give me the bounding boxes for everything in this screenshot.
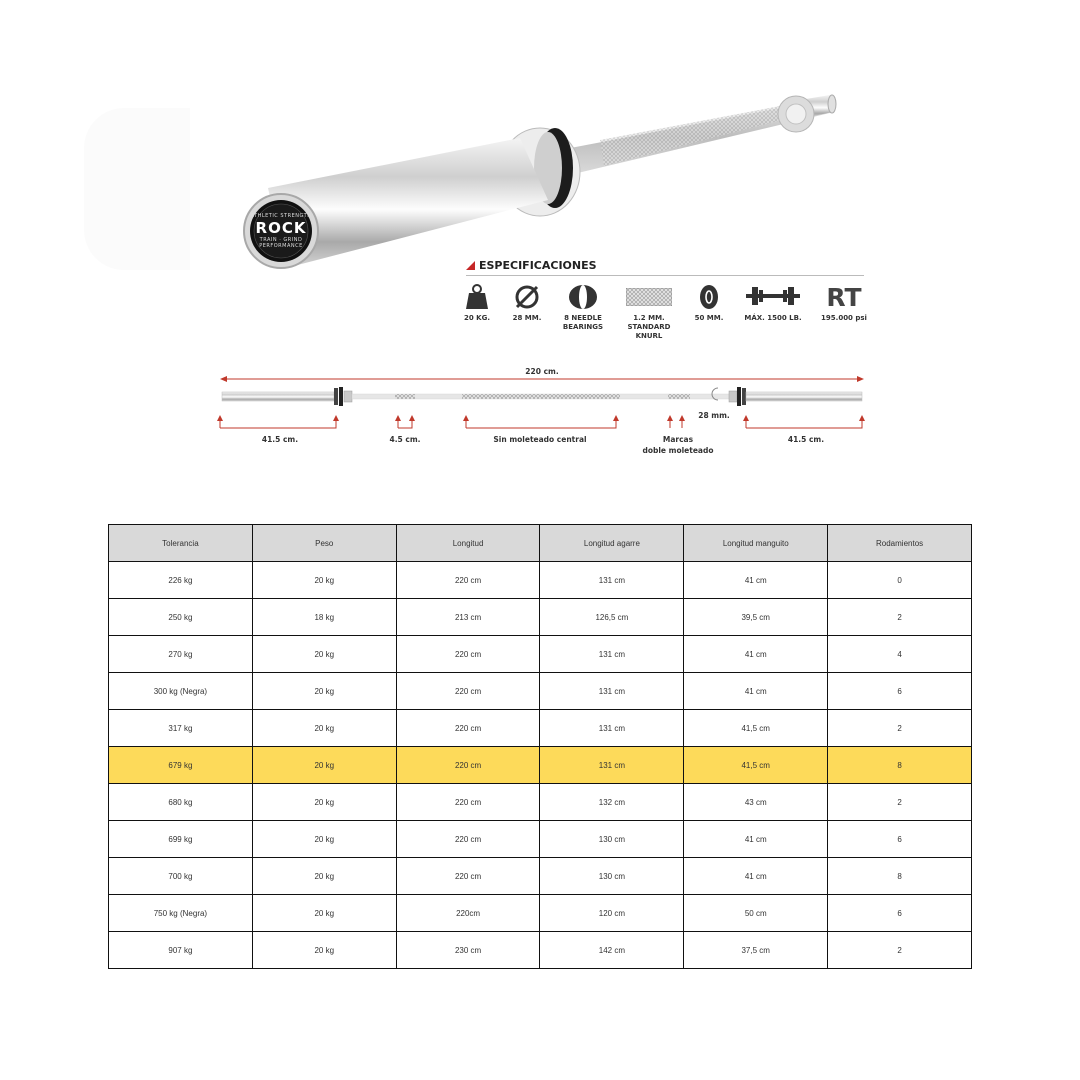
cell-weight: 20 kg (252, 895, 396, 932)
cell-bearings: 4 (828, 636, 972, 673)
cell-sleeve-length: 41,5 cm (684, 710, 828, 747)
cell-bearings: 8 (828, 858, 972, 895)
cell-length: 213 cm (396, 599, 540, 636)
diameter-label: 28 mm. (698, 411, 730, 420)
specs-title-text: ESPECIFICACIONES (479, 259, 597, 272)
spec-max-load (738, 282, 808, 323)
cell-length: 220 cm (396, 747, 540, 784)
cell-tolerance: 700 kg (109, 858, 253, 895)
cell-bearings: 0 (828, 562, 972, 599)
table-row (109, 599, 972, 636)
cell-weight: 20 kg (252, 784, 396, 821)
collar-gap-label: 4.5 cm. (389, 435, 421, 444)
cell-length: 220 cm (396, 636, 540, 673)
cell-length: 220 cm (396, 784, 540, 821)
cell-grip-length: 131 cm (540, 747, 684, 784)
cell-weight: 20 kg (252, 932, 396, 969)
bearing-icon (548, 282, 618, 312)
cell-weight: 18 kg (252, 599, 396, 636)
table-row (109, 710, 972, 747)
header-weight: Peso (252, 525, 396, 562)
brand-tagline-bottom: PERFORMANCE (259, 243, 303, 249)
specs-divider (466, 275, 864, 276)
cell-grip-length: 131 cm (540, 636, 684, 673)
brand-logo (250, 200, 312, 262)
cell-grip-length: 130 cm (540, 858, 684, 895)
header-length: Longitud (396, 525, 540, 562)
table-row (109, 747, 972, 784)
cell-sleeve-length: 50 cm (684, 895, 828, 932)
table-header-row (109, 525, 972, 562)
cell-sleeve-length: 41 cm (684, 636, 828, 673)
spec-label: 28 MM. (512, 314, 542, 322)
cell-weight: 20 kg (252, 858, 396, 895)
barbell-image (244, 95, 836, 268)
header-grip-length: Longitud agarre (540, 525, 684, 562)
spec-tensile (809, 282, 879, 323)
table-row (109, 821, 972, 858)
cell-bearings: 2 (828, 932, 972, 969)
cell-bearings: 6 (828, 895, 972, 932)
cell-tolerance: 679 kg (109, 747, 253, 784)
cell-weight: 20 kg (252, 710, 396, 747)
table-row (109, 932, 972, 969)
product-illustration (0, 0, 1080, 470)
cell-sleeve-length: 41,5 cm (684, 747, 828, 784)
cell-bearings: 6 (828, 821, 972, 858)
cell-bearings: 2 (828, 710, 972, 747)
spec-sleeve (674, 282, 744, 323)
spec-label: 1.2 MM. STANDARD KNURL (627, 314, 671, 340)
table-row (109, 895, 972, 932)
cell-length: 230 cm (396, 932, 540, 969)
spec-label: 20 KG. (463, 314, 490, 322)
cell-bearings: 2 (828, 784, 972, 821)
cell-grip-length: 131 cm (540, 562, 684, 599)
cell-grip-length: 126,5 cm (540, 599, 684, 636)
cell-tolerance: 250 kg (109, 599, 253, 636)
cell-bearings: 2 (828, 599, 972, 636)
cell-sleeve-length: 37,5 cm (684, 932, 828, 969)
right-sleeve-label: 41.5 cm. (787, 435, 825, 444)
cell-grip-length: 131 cm (540, 710, 684, 747)
table-row (109, 562, 972, 599)
cell-length: 220 cm (396, 562, 540, 599)
cell-length: 220 cm (396, 673, 540, 710)
brand-tagline-mid: TRAIN · GRIND (259, 237, 303, 243)
marks-label: Marcas doble moleteado (642, 435, 714, 455)
cell-grip-length: 142 cm (540, 932, 684, 969)
cell-weight: 20 kg (252, 747, 396, 784)
cell-grip-length: 130 cm (540, 821, 684, 858)
cell-weight: 20 kg (252, 673, 396, 710)
cell-tolerance: 750 kg (Negra) (109, 895, 253, 932)
cell-sleeve-length: 41 cm (684, 562, 828, 599)
cell-tolerance: 317 kg (109, 710, 253, 747)
table-row (109, 673, 972, 710)
spec-label: MÁX. 1500 LB. (744, 314, 802, 322)
sleeve-icon (674, 282, 744, 312)
cell-length: 220 cm (396, 821, 540, 858)
total-length-label: 220 cm. (525, 367, 559, 376)
cell-weight: 20 kg (252, 562, 396, 599)
brand-tagline-top: ATHLETIC STRENGTH (250, 213, 312, 219)
cell-grip-length: 132 cm (540, 784, 684, 821)
cell-sleeve-length: 41 cm (684, 673, 828, 710)
left-sleeve-label: 41.5 cm. (261, 435, 299, 444)
dimension-diagram (217, 376, 865, 428)
spec-label: 50 MM. (694, 314, 724, 322)
barbell-icon (738, 282, 808, 312)
brand-name: ROCK (255, 219, 307, 237)
cell-tolerance: 300 kg (Negra) (109, 673, 253, 710)
table-row (109, 636, 972, 673)
cell-weight: 20 kg (252, 636, 396, 673)
header-tolerance: Tolerancia (109, 525, 253, 562)
header-bearings: Rodamientos (828, 525, 972, 562)
cell-sleeve-length: 41 cm (684, 821, 828, 858)
center-knurl-label: Sin moleteado central (493, 435, 587, 444)
rt-text: RT (826, 282, 862, 312)
cell-tolerance: 226 kg (109, 562, 253, 599)
cell-weight: 20 kg (252, 821, 396, 858)
spec-label: 8 NEEDLE BEARINGS (562, 314, 604, 331)
cell-grip-length: 120 cm (540, 895, 684, 932)
spec-bearings (548, 282, 618, 332)
cell-bearings: 8 (828, 747, 972, 784)
specs-title (466, 259, 597, 272)
rt-icon (809, 282, 879, 312)
cell-tolerance: 907 kg (109, 932, 253, 969)
cell-sleeve-length: 39,5 cm (684, 599, 828, 636)
cell-tolerance: 270 kg (109, 636, 253, 673)
table-row (109, 858, 972, 895)
table-row (109, 784, 972, 821)
cell-length: 220cm (396, 895, 540, 932)
cell-length: 220 cm (396, 710, 540, 747)
cell-tolerance: 699 kg (109, 821, 253, 858)
cell-length: 220 cm (396, 858, 540, 895)
cell-grip-length: 131 cm (540, 673, 684, 710)
red-triangle-icon (466, 261, 475, 270)
spec-label: 195.000 psi (821, 314, 867, 322)
comparison-table (108, 524, 972, 969)
cell-bearings: 6 (828, 673, 972, 710)
cell-tolerance: 680 kg (109, 784, 253, 821)
cell-sleeve-length: 43 cm (684, 784, 828, 821)
header-sleeve-length: Longitud manguito (684, 525, 828, 562)
cell-sleeve-length: 41 cm (684, 858, 828, 895)
